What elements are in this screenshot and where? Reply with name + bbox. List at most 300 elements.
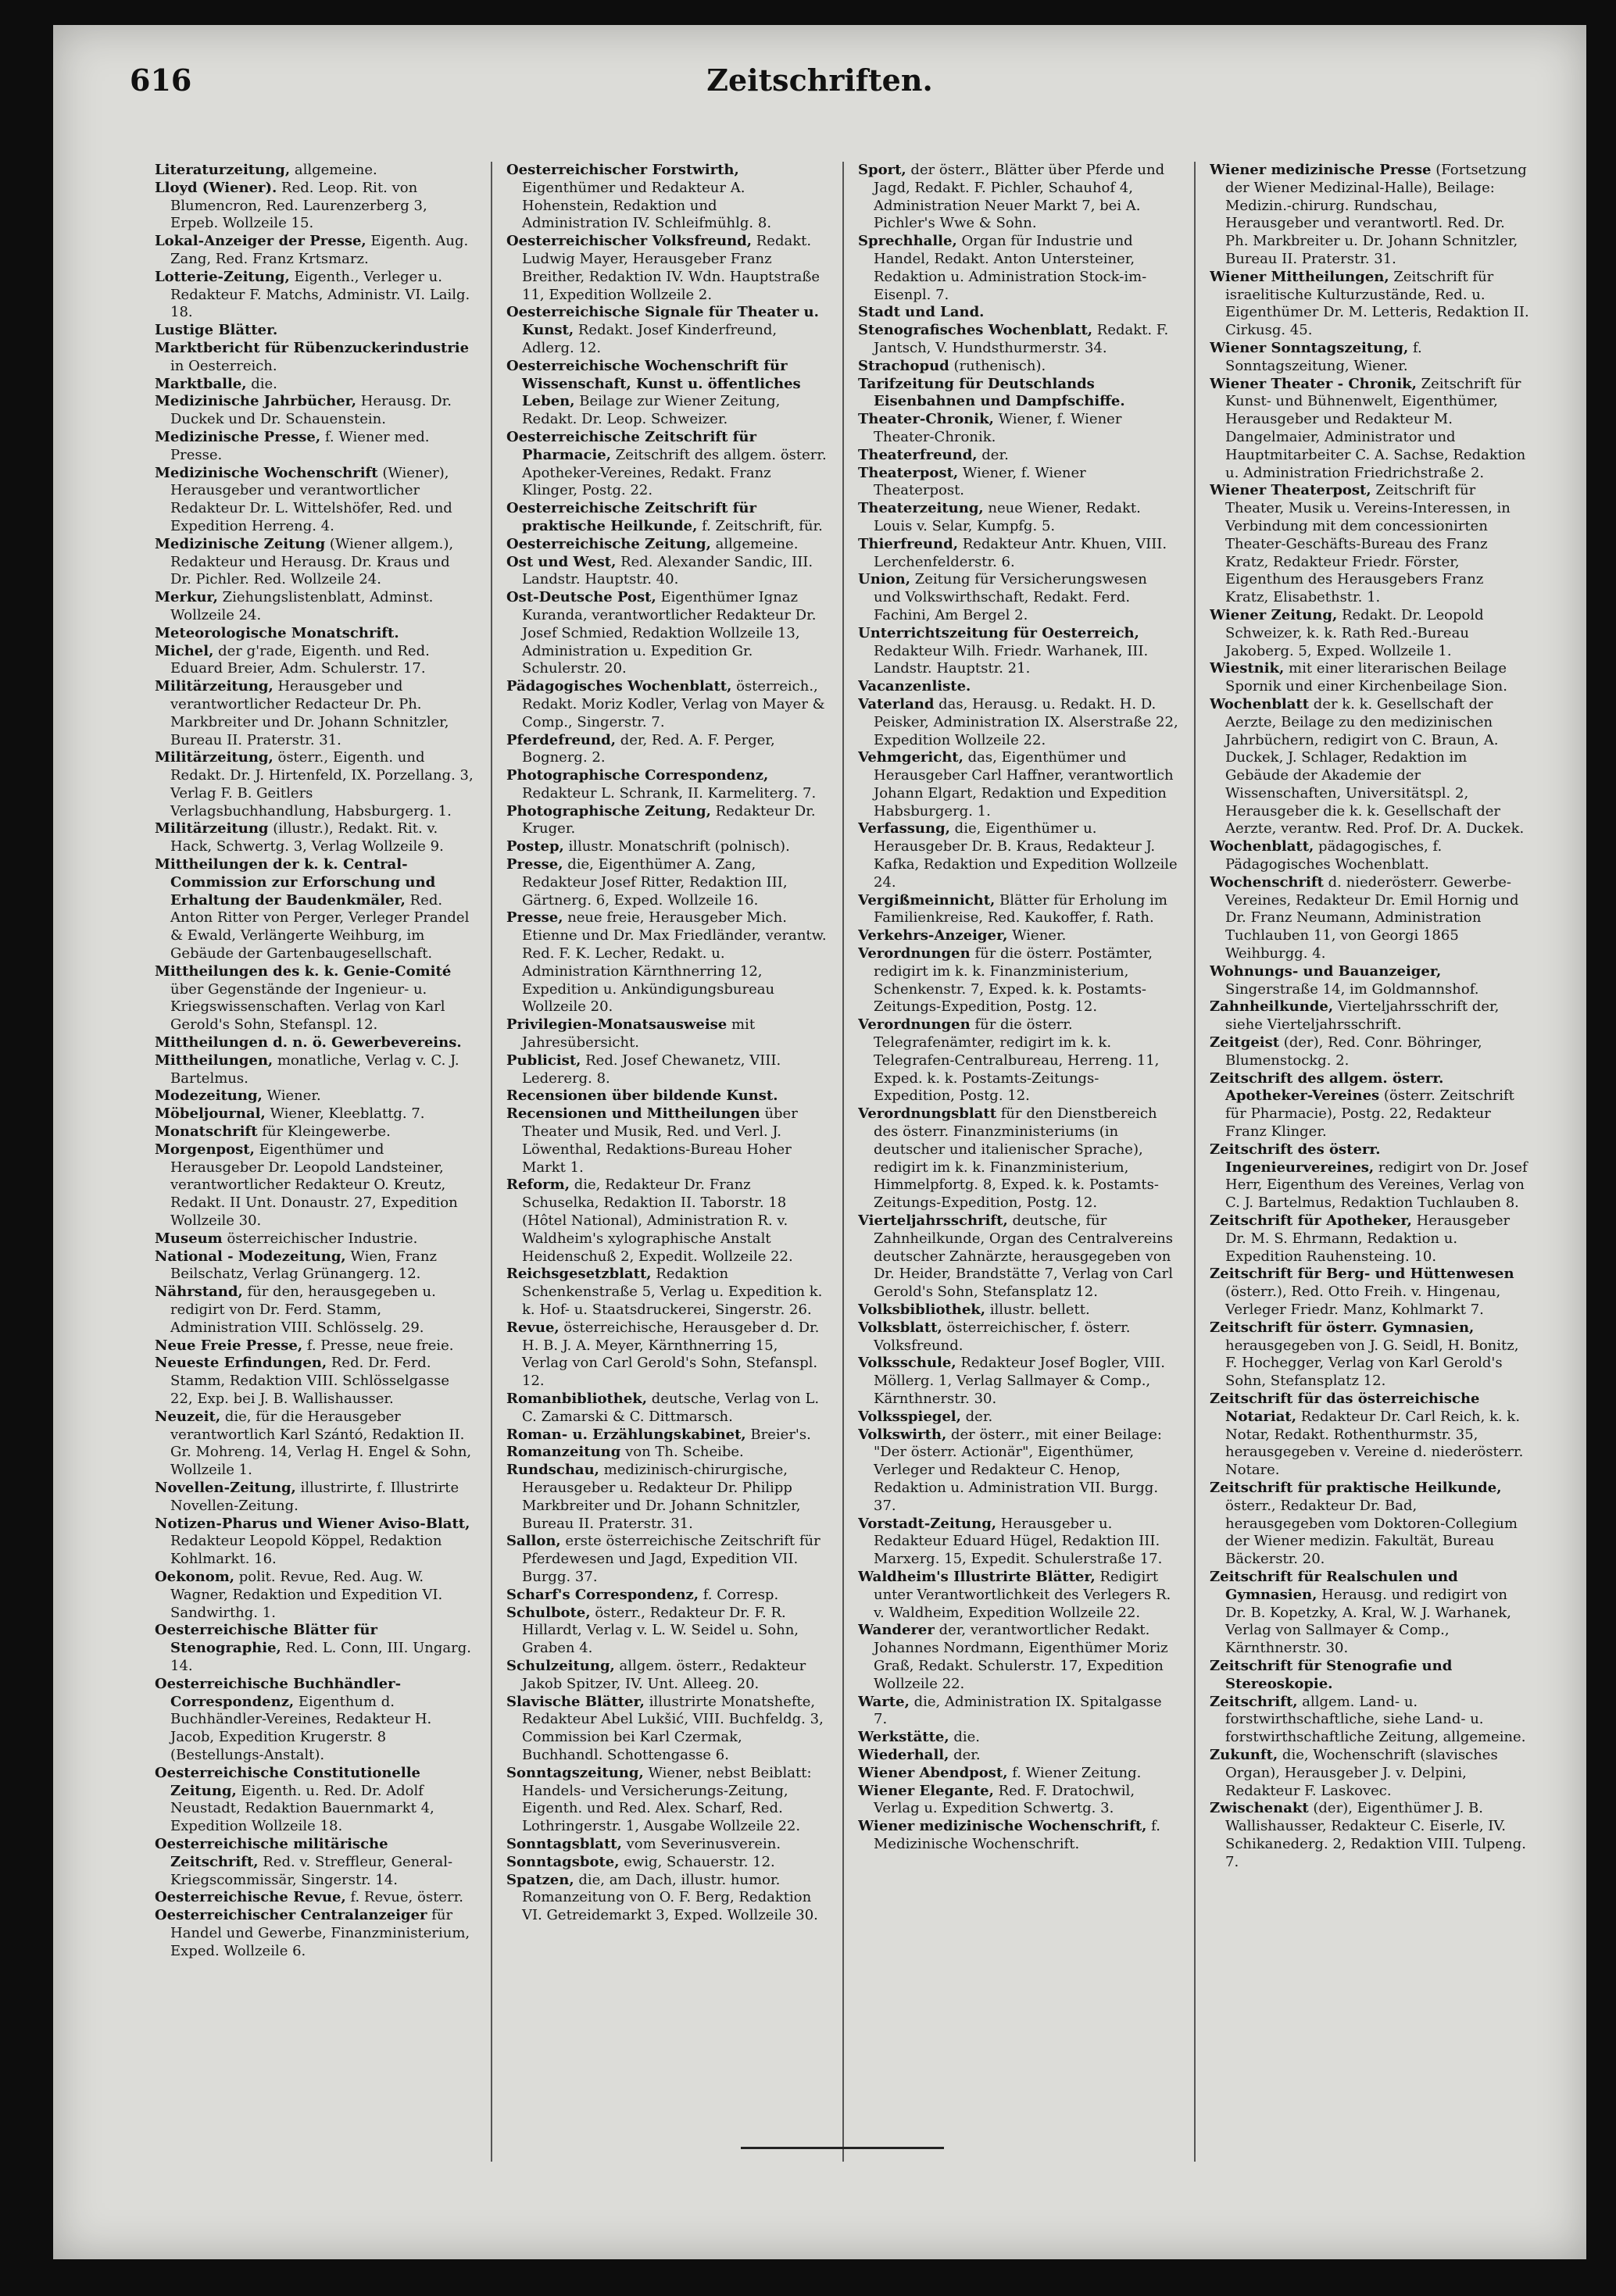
entry-title: Medizinische Wochenschrift: [155, 464, 378, 481]
entry-details: Wiener, Kleeblattg. 7.: [265, 1105, 425, 1123]
directory-entry: [506, 838, 827, 856]
entry-title: Privilegien-Monatsausweise: [506, 1016, 728, 1034]
directory-entry: [155, 749, 475, 820]
entry-details: Herausg. und redigirt von Dr. B. Kopetzky, A. Kral, W. J. Warhanek, Verlag von Sallmayer & Comp., Kärnthnerstr. 30.: [1225, 1586, 1511, 1657]
directory-entry: [155, 1248, 475, 1284]
directory-entry: [155, 1123, 475, 1141]
directory-entry: [858, 465, 1178, 501]
entry-details: der k. k. Gesellschaft der Aerzte, Beilage zu den medizinischen Jahrbüchern, redigirt von C. Braun, A. Duckek, J. Schlager, Redaktion im Gebäude der Akademie der Wissenschaften, Universitätspl. 2, Herausgeber die k. k. Gesellschaft der Aerzte, verantw. Red. Prof. Dr. A. Duckek.: [1225, 695, 1525, 837]
directory-entry: [1210, 340, 1530, 376]
entry-details: von Th. Scheibe.: [620, 1444, 744, 1461]
entry-details: Zeitschrift für Kunst- und Bühnenwelt, Eigenthümer, Herausgeber und Redakteur M. Dangelmaier, Administrator und Hauptmitarbeiter C. A. Sachse, Redaktion u. Administration Friedrichstraße 2.: [1225, 375, 1526, 481]
directory-entry: [155, 643, 475, 679]
entry-details: deutsche, für Zahnheilkunde, Organ des Centralvereins deutscher Zahnärzte, herausgegeben von Dr. Heider, Brandstätte 7, Verlag von Carl Gerold's Sohn, Stefansplatz 12.: [874, 1212, 1173, 1301]
entry-details: Redakteur Leopold Köppel, Redaktion Kohlmarkt. 16.: [170, 1533, 442, 1568]
entry-title: Warte,: [858, 1693, 910, 1710]
directory-entry: [1210, 1658, 1530, 1694]
entry-details: allgem. österr., Redakteur Jakob Spitzer, IV. Unt. Alleeg. 20.: [522, 1657, 806, 1692]
entry-title: Zeitschrift für das österreichische Notariat,: [1210, 1390, 1480, 1425]
directory-entry: [155, 269, 475, 322]
directory-entry: [155, 1516, 475, 1569]
directory-entry: [155, 856, 475, 963]
directory-entry: [858, 749, 1178, 820]
directory-entry: [506, 678, 827, 731]
entry-title: Oesterreichische Signale für Theater u. Kunst,: [506, 304, 819, 339]
entry-title: Werkstätte,: [858, 1729, 949, 1746]
entry-title: Lotterie-Zeitung,: [155, 268, 290, 285]
entry-title: Wiener Zeitung,: [1210, 606, 1338, 623]
directory-entry: [1210, 1034, 1530, 1070]
entry-title: Oekonom,: [155, 1568, 235, 1585]
directory-entry: [506, 1605, 827, 1658]
directory-entry: [858, 162, 1178, 233]
entry-title: Union,: [858, 571, 910, 588]
directory-entry: [155, 322, 475, 340]
entry-details: Herausgeber u. Redakteur Eduard Hügel, Redaktion III. Marxerg. 15, Expedit. Schulerstraße 17.: [874, 1515, 1163, 1568]
directory-entry: [155, 1230, 475, 1248]
directory-entry: [858, 411, 1178, 447]
directory-entry: [506, 856, 827, 909]
directory-entry: [155, 963, 475, 1034]
directory-entry: [858, 571, 1178, 624]
directory-entry: [155, 1034, 475, 1052]
entry-details: Red. L. Conn, III. Ungarg. 14.: [170, 1640, 471, 1674]
entry-title: Recensionen und Mittheilungen: [506, 1105, 760, 1123]
entry-title: Zahnheilkunde,: [1210, 998, 1334, 1016]
entry-title: Pädagogisches Wochenblatt,: [506, 678, 732, 695]
entry-title: Theaterfreund,: [858, 446, 978, 463]
entry-details: österr., Eigenth. und Redakt. Dr. J. Hirtenfeld, IX. Porzellang. 3, Verlag F. B. Geitlers Verlagsbuchhandlung, Habsburgerg. 1.: [170, 749, 474, 819]
entry-title: Publicist,: [506, 1052, 581, 1069]
entry-title: Oesterreichische Zeitschrift für Pharmacie,: [506, 428, 756, 463]
entry-details: (Fortsetzung der Wiener Medizinal-Halle), Beilage: Medizin.-chirurg. Rundschau, Herausgeber und verantwortl. Red. Dr. Ph. Markbreiter u. Dr. Johann Schnitzler, Bureau II. Praterstr. 31.: [1225, 162, 1527, 267]
directory-entry: [1210, 838, 1530, 874]
entry-title: Wanderer: [858, 1622, 935, 1639]
entry-details: die, Redakteur Dr. Franz Schuselka, Redaktion II. Taborstr. 18 (Hôtel National), Administration R. v. Waldheim's xylographische Anstalt Heidenschuß 2, Expedit. Wollzeile 22.: [522, 1177, 793, 1265]
entry-details: österreichischer, f. österr. Volksfreund.: [874, 1319, 1131, 1354]
entry-title: Zeitschrift für Stenografie und Stereoskopie.: [1210, 1657, 1453, 1692]
entry-details: polit. Revue, Red. Aug. W. Wagner, Redaktion und Expedition VI. Sandwirthg. 1.: [170, 1568, 443, 1621]
entry-title: Schulzeitung,: [506, 1657, 615, 1674]
directory-entry: [1210, 1800, 1530, 1871]
entry-title: Medizinische Zeitung: [155, 535, 326, 552]
entry-title: Verordnungen: [858, 1016, 971, 1034]
entry-details: Breier's.: [745, 1426, 811, 1443]
entry-details: Redakteur Wilh. Friedr. Warhanek, III. Landstr. Hauptstr. 21.: [874, 642, 1149, 677]
entry-title: Volksblatt,: [858, 1319, 942, 1336]
entry-details: für den Dienstbereich des österr. Finanzministeriums (in deutscher und italienischer Sprache), redigirt im k. k. Finanzministerium, Himmelpfortg. 8, Exped. k. k. Postamts-Zeitungs-Expedition, Postg. 12.: [874, 1105, 1159, 1212]
directory-entry: [858, 536, 1178, 572]
entry-details: monatliche, Verlag v. C. J. Bartelmus.: [170, 1052, 459, 1087]
entry-details: für die österr. Postämter, redigirt im k. k. Finanzministerium, Schenkenstr. 7, Exped. k. k. Postamts-Zeitungs-Expedition, Postg. 12.: [874, 945, 1153, 1016]
directory-entry: [506, 500, 827, 536]
entry-details: illustr. bellett.: [985, 1302, 1090, 1318]
entry-title: Sport,: [858, 162, 906, 178]
entry-details: Herausg. Dr. Duckek und Dr. Schauenstein.: [170, 393, 452, 428]
directory-entry: [506, 1854, 827, 1872]
entry-title: Zeitschrift des allgem. österr. Apotheker-Vereines: [1210, 1069, 1444, 1105]
directory-entry: [858, 1569, 1178, 1622]
directory-entry: [506, 1533, 827, 1586]
entry-title: Modezeitung,: [155, 1087, 263, 1105]
entry-details: Eigenthum d. Buchhändler-Vereines, Redakteur H. Jacob, Expedition Krugerstr. 8 (Bestellungs-Anstalt).: [170, 1693, 432, 1763]
entry-details: neue Wiener, Redakt. Louis v. Selar, Kumpfg. 5.: [874, 500, 1141, 534]
entry-title: Oesterreichische Buchhändler-Correspondenz,: [155, 1675, 402, 1710]
directory-entry: [506, 1087, 827, 1105]
entry-details: Wien, Franz Beilschatz, Verlag Grünangerg. 12.: [170, 1248, 437, 1283]
entry-details: Red. Dr. Ferd. Stamm, Redaktion VIII. Schlösselgasse 22, Exp. bei J. B. Wallishausser.: [170, 1355, 450, 1407]
entry-title: Romanzeitung: [506, 1444, 621, 1461]
directory-entry: [155, 162, 475, 180]
entry-details: Redakteur Dr. Kruger.: [522, 802, 816, 837]
directory-entry: [858, 233, 1178, 304]
entry-details: allgemeine.: [710, 535, 799, 552]
directory-entry: [506, 1105, 827, 1177]
entry-title: Wiener Theater - Chronik,: [1210, 375, 1417, 392]
directory-entry: [155, 1836, 475, 1889]
entry-title: Zwischenakt: [1210, 1800, 1309, 1817]
entry-title: Neue Freie Presse,: [155, 1337, 303, 1354]
directory-entry: [1210, 1694, 1530, 1747]
directory-entry: [155, 1284, 475, 1337]
entry-title: Zeitschrift für Berg- und Hüttenwesen: [1210, 1266, 1514, 1283]
entry-details: Singerstraße 14, im Goldmannshof.: [1225, 980, 1479, 998]
entry-title: Oesterreichischer Volksfreund,: [506, 233, 753, 250]
entry-title: National - Modezeitung,: [155, 1248, 346, 1265]
entry-details: der österr., mit einer Beilage: "Der österr. Actionär", Eigenthümer, Verleger und Redakteur C. Henop, Redaktion u. Administration VII. Burgg. 37.: [874, 1426, 1162, 1514]
entry-details: Eigenth. Aug. Zang, Red. Franz Krtsmarz.: [170, 233, 469, 267]
entry-details: Redaktion Schenkenstraße 5, Verlag u. Expedition k. k. Hof- u. Staatsdruckerei, Singerstr. 26.: [522, 1266, 823, 1318]
entry-title: Wiederhall,: [858, 1746, 949, 1763]
entry-details: Blätter für Erholung im Familienkreise, Red. Kaukoffer, f. Rath.: [874, 891, 1167, 927]
entry-details: ewig, Schauerstr. 12.: [619, 1853, 775, 1870]
entry-title: Pferdefreund,: [506, 731, 616, 748]
entry-details: d. niederösterr. Gewerbe-Vereines, Redakteur Dr. Emil Hornig und Dr. Franz Neumann, Administration Tuchlauben 11, von Georgi 1865 Weihburgg. 4.: [1225, 873, 1519, 962]
entry-details: Red. F. Dratochwil, Verlag u. Expedition Schwertg. 3.: [874, 1782, 1135, 1817]
entry-title: Wochenblatt,: [1210, 838, 1314, 855]
entry-details: allgemeine.: [290, 162, 377, 178]
directory-entry: [1210, 1070, 1530, 1141]
entry-details: in Oesterreich.: [170, 357, 277, 374]
entry-title: Neuzeit,: [155, 1408, 221, 1425]
directory-entry: [1210, 1212, 1530, 1266]
entry-title: Oesterreichische Zeitung,: [506, 535, 711, 552]
directory-entry: [858, 892, 1178, 928]
entry-title: Romanbibliothek,: [506, 1390, 648, 1407]
entry-title: Nährstand,: [155, 1284, 243, 1301]
entry-title: Photographische Zeitung,: [506, 802, 711, 819]
directory-entry: [858, 358, 1178, 376]
entry-title: Mittheilungen der k. k. Central-Commission zur Erforschung und Erhaltung der Baudenkmäler,: [155, 856, 436, 909]
entry-title: Lustige Blätter.: [155, 322, 278, 339]
entry-details: Red. Leop. Rit. von Blumencron, Red. Laurenzerberg 3, Erpeb. Wollzeile 15.: [170, 179, 427, 232]
directory-entry: [858, 1319, 1178, 1355]
entry-details: Redakt. F. Jantsch, V. Hundsthurmerstr. 34.: [874, 322, 1169, 356]
entry-details: Eigenthümer Ignaz Kuranda, verantwortlicher Redakteur Dr. Josef Schmied, Redaktion Wollzeile 13, Administration u. Expedition Gr. Schulerstr. 20.: [522, 589, 817, 677]
entry-title: Reform,: [506, 1177, 570, 1194]
entry-details: Organ für Industrie und Handel, Redakt. Anton Untersteiner, Redaktion u. Administration Stock-im-Eisenpl. 7.: [874, 233, 1147, 303]
column-rule: [842, 162, 844, 2162]
directory-entry: [858, 1783, 1178, 1819]
entry-details: Wiener, nebst Beiblatt: Handels- und Versicherungs-Zeitung, Eigenth. und Red. Alex. Scharf, Red. Lothringerstr. 1, Ausgabe Wollzeile 22.: [522, 1764, 812, 1835]
entry-details: redigirt von Dr. Josef Herr, Eigenthum des Vereines, Verlag von C. J. Bartelmus, Redaktion Tuchlauben 8.: [1225, 1159, 1528, 1212]
column-4: [1210, 162, 1530, 2162]
entry-title: Novellen-Zeitung,: [155, 1479, 296, 1496]
entry-title: Volksspiegel,: [858, 1408, 961, 1425]
entry-details: österreichischer Industrie.: [222, 1230, 418, 1247]
entry-details: österreichische, Herausgeber d. Dr. H. B. J. A. Meyer, Kärnthnerring 15, Verlag von Carl Gerold's Sohn, Stefanspl. 12.: [522, 1319, 820, 1390]
directory-entry: [155, 233, 475, 269]
entry-title: Sonntagszeitung,: [506, 1764, 644, 1781]
entry-details: Herausgeber Dr. M. S. Ehrmann, Redaktion u. Expedition Rauhensteing. 10.: [1225, 1212, 1511, 1265]
directory-entry: [155, 1569, 475, 1622]
entry-title: Morgenpost,: [155, 1141, 255, 1158]
page-number: 616: [130, 62, 192, 98]
entry-title: Mittheilungen d. n. ö. Gewerbevereins.: [155, 1034, 462, 1052]
entry-title: Zeitschrift für österr. Gymnasien,: [1210, 1319, 1475, 1336]
entry-title: Museum: [155, 1230, 223, 1247]
directory-entry: [1210, 1569, 1530, 1658]
entry-title: Presse,: [506, 856, 563, 873]
directory-entry: [858, 820, 1178, 891]
entry-details: Herausgeber und verantwortlicher Redacteur Dr. Ph. Markbreiter und Dr. Johann Schnitzler, Bureau II. Praterstr. 31.: [170, 678, 449, 748]
entry-title: Lokal-Anzeiger der Presse,: [155, 233, 366, 250]
directory-entry: [1210, 1391, 1530, 1480]
column-3: [858, 162, 1178, 2162]
column-1: [155, 162, 475, 2162]
entry-title: Oesterreichische Blätter für Stenographie,: [155, 1622, 377, 1657]
entry-details: f. Medizinische Wochenschrift.: [874, 1818, 1160, 1852]
directory-entry: [506, 429, 827, 500]
entry-details: medizinisch-chirurgische, Herausgeber u. Redakteur Dr. Philipp Markbreiter und Dr. Johann Schnitzler, Bureau II. Praterstr. 31.: [522, 1462, 801, 1532]
directory-entry: [506, 1319, 827, 1391]
entry-title: Verfassung,: [858, 820, 950, 837]
entry-details: Eigenth., Verleger u. Redakteur F. Matchs, Administr. VI. Lailg. 18.: [170, 268, 470, 321]
entry-title: Vehmgericht,: [858, 749, 964, 766]
directory-entry: [858, 1355, 1178, 1408]
directory-entry: [858, 500, 1178, 536]
entry-title: Roman- u. Erzählungskabinet,: [506, 1426, 746, 1443]
directory-entry: [1210, 998, 1530, 1034]
directory-entry: [506, 304, 827, 357]
directory-entry: [506, 1694, 827, 1765]
directory-entry: [155, 1105, 475, 1123]
entry-details: Wiener.: [1007, 927, 1067, 944]
entry-details: der.: [977, 446, 1009, 463]
entry-title: Zukunft,: [1210, 1746, 1278, 1763]
entry-details: Zeitschrift für israelitische Kulturzustände, Red. u. Eigenthümer Dr. M. Letteris, Redaktion II. Cirkusg. 45.: [1225, 268, 1529, 339]
directory-entry: [155, 340, 475, 376]
entry-title: Wiener Theaterpost,: [1210, 482, 1371, 499]
entry-details: Redigirt unter Verantwortlichkeit des Verlegers R. v. Waldheim, Expedition Wollzeile 22.: [874, 1568, 1171, 1621]
column-rule: [491, 162, 492, 2162]
directory-entry: [506, 1658, 827, 1694]
directory-entry: [858, 1427, 1178, 1516]
entry-title: Volkswirth,: [858, 1426, 947, 1443]
running-head: Zeitschriften.: [706, 62, 933, 98]
entry-details: f. Zeitschrift, für.: [697, 517, 823, 534]
directory-entry: [155, 429, 475, 465]
entry-title: Spatzen,: [506, 1871, 574, 1888]
directory-entry: [858, 1729, 1178, 1747]
directory-entry: [506, 1052, 827, 1088]
column-2: [506, 162, 827, 2162]
directory-entry: [858, 945, 1178, 1016]
entry-title: Notizen-Pharus und Wiener Aviso-Blatt,: [155, 1515, 470, 1532]
entry-details: f. Wiener med. Presse.: [170, 428, 430, 463]
entry-details: (österr.), Red. Otto Freih. v. Hingenau, Verleger Friedr. Manz, Kohlmarkt 7.: [1225, 1284, 1501, 1318]
entry-details: über Gegenstände der Ingenieur- u. Kriegswissenschaften. Verlag von Karl Gerold's Sohn, Stefanspl. 12.: [170, 980, 445, 1034]
entry-details: Zeitschrift für Theater, Musik u. Vereins-Interessen, in Verbindung mit dem concessionirten Theater-Geschäfts-Bureau des Franz Kratz, Redakteur Friedr. Förster, Eigenthum des Herausgebers Franz Kratz, Elisabethstr. 1.: [1225, 482, 1511, 606]
entry-details: die, Administration IX. Spitalgasse 7.: [874, 1693, 1162, 1728]
directory-entry: [506, 358, 827, 429]
entry-details: für die österr. Telegrafenämter, redigirt im k. k. Telegrafen-Centralbureau, Herreng. 11, Exped. k. k. Postamts-Zeitungs-Expedition, Postg. 12.: [874, 1016, 1160, 1105]
entry-title: Theaterzeitung,: [858, 500, 984, 517]
directory-entry: [1210, 1266, 1530, 1319]
directory-entry: [155, 393, 475, 429]
entry-details: Red. Josef Chewanetz, VIII. Ledererg. 8.: [522, 1052, 781, 1087]
entry-title: Ost und West,: [506, 553, 617, 570]
entry-details: f. Sonntagszeitung, Wiener.: [1225, 339, 1422, 374]
directory-entry: [506, 1177, 827, 1266]
directory-entry: [858, 304, 1178, 322]
directory-entry: [1210, 269, 1530, 340]
entry-title: Vacanzenliste.: [858, 678, 971, 695]
directory-entry: [506, 536, 827, 554]
directory-entry: [506, 1462, 827, 1533]
entry-details: Red. Alexander Sandic, III. Landstr. Hauptstr. 40.: [522, 553, 813, 588]
entry-title: Zeitschrift für Realschulen und Gymnasien,: [1210, 1568, 1458, 1603]
directory-entry: [155, 1676, 475, 1765]
directory-entry: [155, 1355, 475, 1408]
entry-title: Marktballe,: [155, 375, 247, 392]
directory-entry: [506, 1266, 827, 1319]
entry-details: mit einer literarischen Beilage Spornik und einer Kirchenbeilage Sion.: [1225, 660, 1507, 695]
entry-details: deutsche, Verlag von L. C. Zamarski & C. Dittmarsch.: [522, 1390, 820, 1425]
entry-title: Wiener medizinische Wochenschrift,: [858, 1818, 1147, 1835]
entry-title: Ost-Deutsche Post,: [506, 589, 656, 606]
entry-title: Oesterreichische Revue,: [155, 1889, 346, 1906]
entry-details: für Kleingewerbe.: [257, 1123, 391, 1141]
directory-entry: [1210, 376, 1530, 483]
entry-details: allgem. Land- u. forstwirthschaftliche, siehe Land- u. forstwirthschaftliche Zeitung, allgemeine.: [1225, 1693, 1526, 1746]
entry-details: Redakt. Josef Kinderfreund, Adlerg. 12.: [522, 322, 778, 356]
entry-details: die, Eigenthümer A. Zang, Redakteur Josef Ritter, Redaktion III, Gärtnerg. 6, Exped. Wollzeile 16.: [522, 856, 788, 909]
entry-details: die, für die Herausgeber verantwortlich Karl Szántó, Redaktion II. Gr. Mohreng. 14, Verlag H. Engel & Sohn, Wollzeile 1.: [170, 1408, 472, 1479]
directory-entry: [506, 909, 827, 1016]
entry-details: Redakteur Dr. Carl Reich, k. k. Notar, Redakt. Rothenthurmstr. 35, herausgegeben v. Vereine d. niederösterr. Notare.: [1225, 1408, 1524, 1479]
directory-entry: [858, 376, 1178, 412]
directory-entry: [506, 767, 827, 803]
directory-entry: [858, 1747, 1178, 1765]
entry-details: Wiener, f. Wiener Theaterpost.: [874, 464, 1086, 499]
entry-title: Wochenschrift: [1210, 873, 1324, 891]
directory-entry: [858, 1818, 1178, 1854]
entry-title: Militärzeitung,: [155, 678, 274, 695]
directory-entry: [155, 1907, 475, 1960]
bottom-rule: [741, 2147, 944, 2149]
entry-title: Oesterreichische Zeitschrift für praktische Heilkunde,: [506, 500, 756, 534]
entry-details: Wiener, f. Wiener Theater-Chronik.: [874, 411, 1122, 445]
entry-title: Oesterreichische Constitutionelle Zeitung,: [155, 1764, 421, 1799]
entry-details: Eigenthümer und Herausgeber Dr. Leopold Landsteiner, verantwortlicher Redakteur O. Kreutz, Redakt. II Unt. Donaustr. 27, Expedition Wollzeile 30.: [170, 1141, 458, 1230]
directory-entry: [155, 1889, 475, 1907]
directory-entry: [506, 1765, 827, 1836]
entry-details: der, Red. A. F. Perger, Bognerg. 2.: [522, 731, 775, 766]
entry-title: Stadt und Land.: [858, 304, 985, 321]
entry-title: Medizinische Presse,: [155, 428, 321, 445]
entry-details: Beilage zur Wiener Zeitung, Redakt. Dr. Leop. Schweizer.: [522, 393, 781, 428]
entry-title: Rundschau,: [506, 1462, 599, 1479]
directory-entry: [506, 1391, 827, 1427]
directory-entry: [506, 1016, 827, 1052]
entry-details: (Wiener allgem.), Redakteur und Herausg. Dr. Kraus und Dr. Pichler. Red. Wollzeile 24.: [170, 535, 454, 588]
directory-entry: [858, 447, 1178, 465]
entry-details: mit Jahresübersicht.: [522, 1016, 756, 1052]
entry-details: Redakt. Ludwig Mayer, Herausgeber Franz Breither, Redaktion IV. Wdn. Hauptstraße 11, Expedition Wollzeile 2.: [522, 233, 821, 303]
entry-title: Wiener Elegante,: [858, 1782, 994, 1799]
column-rule: [1194, 162, 1196, 2162]
directory-entry: [858, 1409, 1178, 1427]
entry-details: das, Eigenthümer und Herausgeber Carl Haffner, verantwortlich Johann Elgart, Redaktion und Expedition Habsburgerg. 1.: [874, 749, 1174, 819]
directory-entry: [1210, 696, 1530, 838]
directory-entry: [1210, 482, 1530, 607]
directory-entry: [155, 1337, 475, 1355]
entry-details: herausgegeben von J. G. Seidl, H. Bonitz, F. Hochegger, Verlag von Karl Gerold's Sohn, Stefansplatz 12.: [1225, 1337, 1519, 1390]
entry-title: Mittheilungen des k. k. Genie-Comité: [155, 962, 452, 980]
directory-entry: [155, 625, 475, 643]
directory-entry: [858, 625, 1178, 678]
entry-title: Zeitschrift für Apotheker,: [1210, 1212, 1412, 1230]
directory-entry: [1210, 1480, 1530, 1569]
entry-title: Literaturzeitung,: [155, 162, 291, 178]
entry-title: Revue,: [506, 1319, 560, 1336]
entry-title: Oesterreichischer Centralanzeiger: [155, 1907, 427, 1924]
entry-title: Medizinische Jahrbücher,: [155, 393, 357, 410]
entry-details: Eigenth. u. Red. Dr. Adolf Neustadt, Redaktion Bauernmarkt 4, Expedition Wollzeile 18.: [170, 1782, 434, 1835]
entry-details: pädagogisches, f. Pädagogisches Wochenblatt.: [1225, 838, 1443, 873]
directory-entry: [506, 589, 827, 678]
entry-title: Verordnungsblatt: [858, 1105, 997, 1123]
directory-entry: [1210, 607, 1530, 660]
directory-entry: [1210, 1141, 1530, 1212]
entry-title: Michel,: [155, 642, 214, 659]
entry-details: für Handel und Gewerbe, Finanzministerium, Exped. Wollzeile 6.: [170, 1907, 470, 1959]
document-page: [53, 25, 1586, 2259]
entry-title: Zeitschrift des österr. Ingenieurvereines,: [1210, 1141, 1381, 1176]
entry-title: Vaterland: [858, 695, 935, 712]
directory-entry: [506, 1444, 827, 1462]
entry-details: der.: [960, 1408, 993, 1425]
directory-entry: [858, 1516, 1178, 1569]
entry-details: Red. v. Streffleur, General-Kriegscommissär, Singerstr. 14.: [170, 1853, 453, 1888]
directory-entry: [858, 927, 1178, 945]
entry-details: Ziehungslistenblatt, Adminst. Wollzeile 24.: [170, 589, 434, 623]
entry-details: (ruthenisch).: [949, 357, 1046, 374]
entry-title: Recensionen über bildende Kunst.: [506, 1087, 778, 1105]
entry-details: Redakteur Josef Bogler, VIII. Möllerg. 1, Verlag Sallmayer & Comp., Kärnthnerstr. 30.: [874, 1355, 1165, 1407]
directory-entry: [506, 1836, 827, 1854]
entry-details: (illustr.), Redakt. Rit. v. Hack, Schwertg. 3, Verlag Wollzeile 9.: [170, 820, 444, 855]
entry-title: Verkehrs-Anzeiger,: [858, 927, 1008, 944]
entry-details: neue freie, Herausgeber Mich. Etienne und Dr. Max Friedländer, verantw. Red. F. K. Lecher, Redakt. u. Administration Kärnthnerring 12, Expedition u. Ankündigungsbureau Wollzeile 20.: [522, 909, 827, 1016]
entry-title: Mittheilungen,: [155, 1052, 274, 1069]
directory-entry: [858, 1105, 1178, 1212]
entry-title: Thierfreund,: [858, 535, 958, 552]
directory-entry: [1210, 1747, 1530, 1800]
entry-title: Waldheim's Illustrirte Blätter,: [858, 1568, 1096, 1585]
directory-entry: [506, 1587, 827, 1605]
